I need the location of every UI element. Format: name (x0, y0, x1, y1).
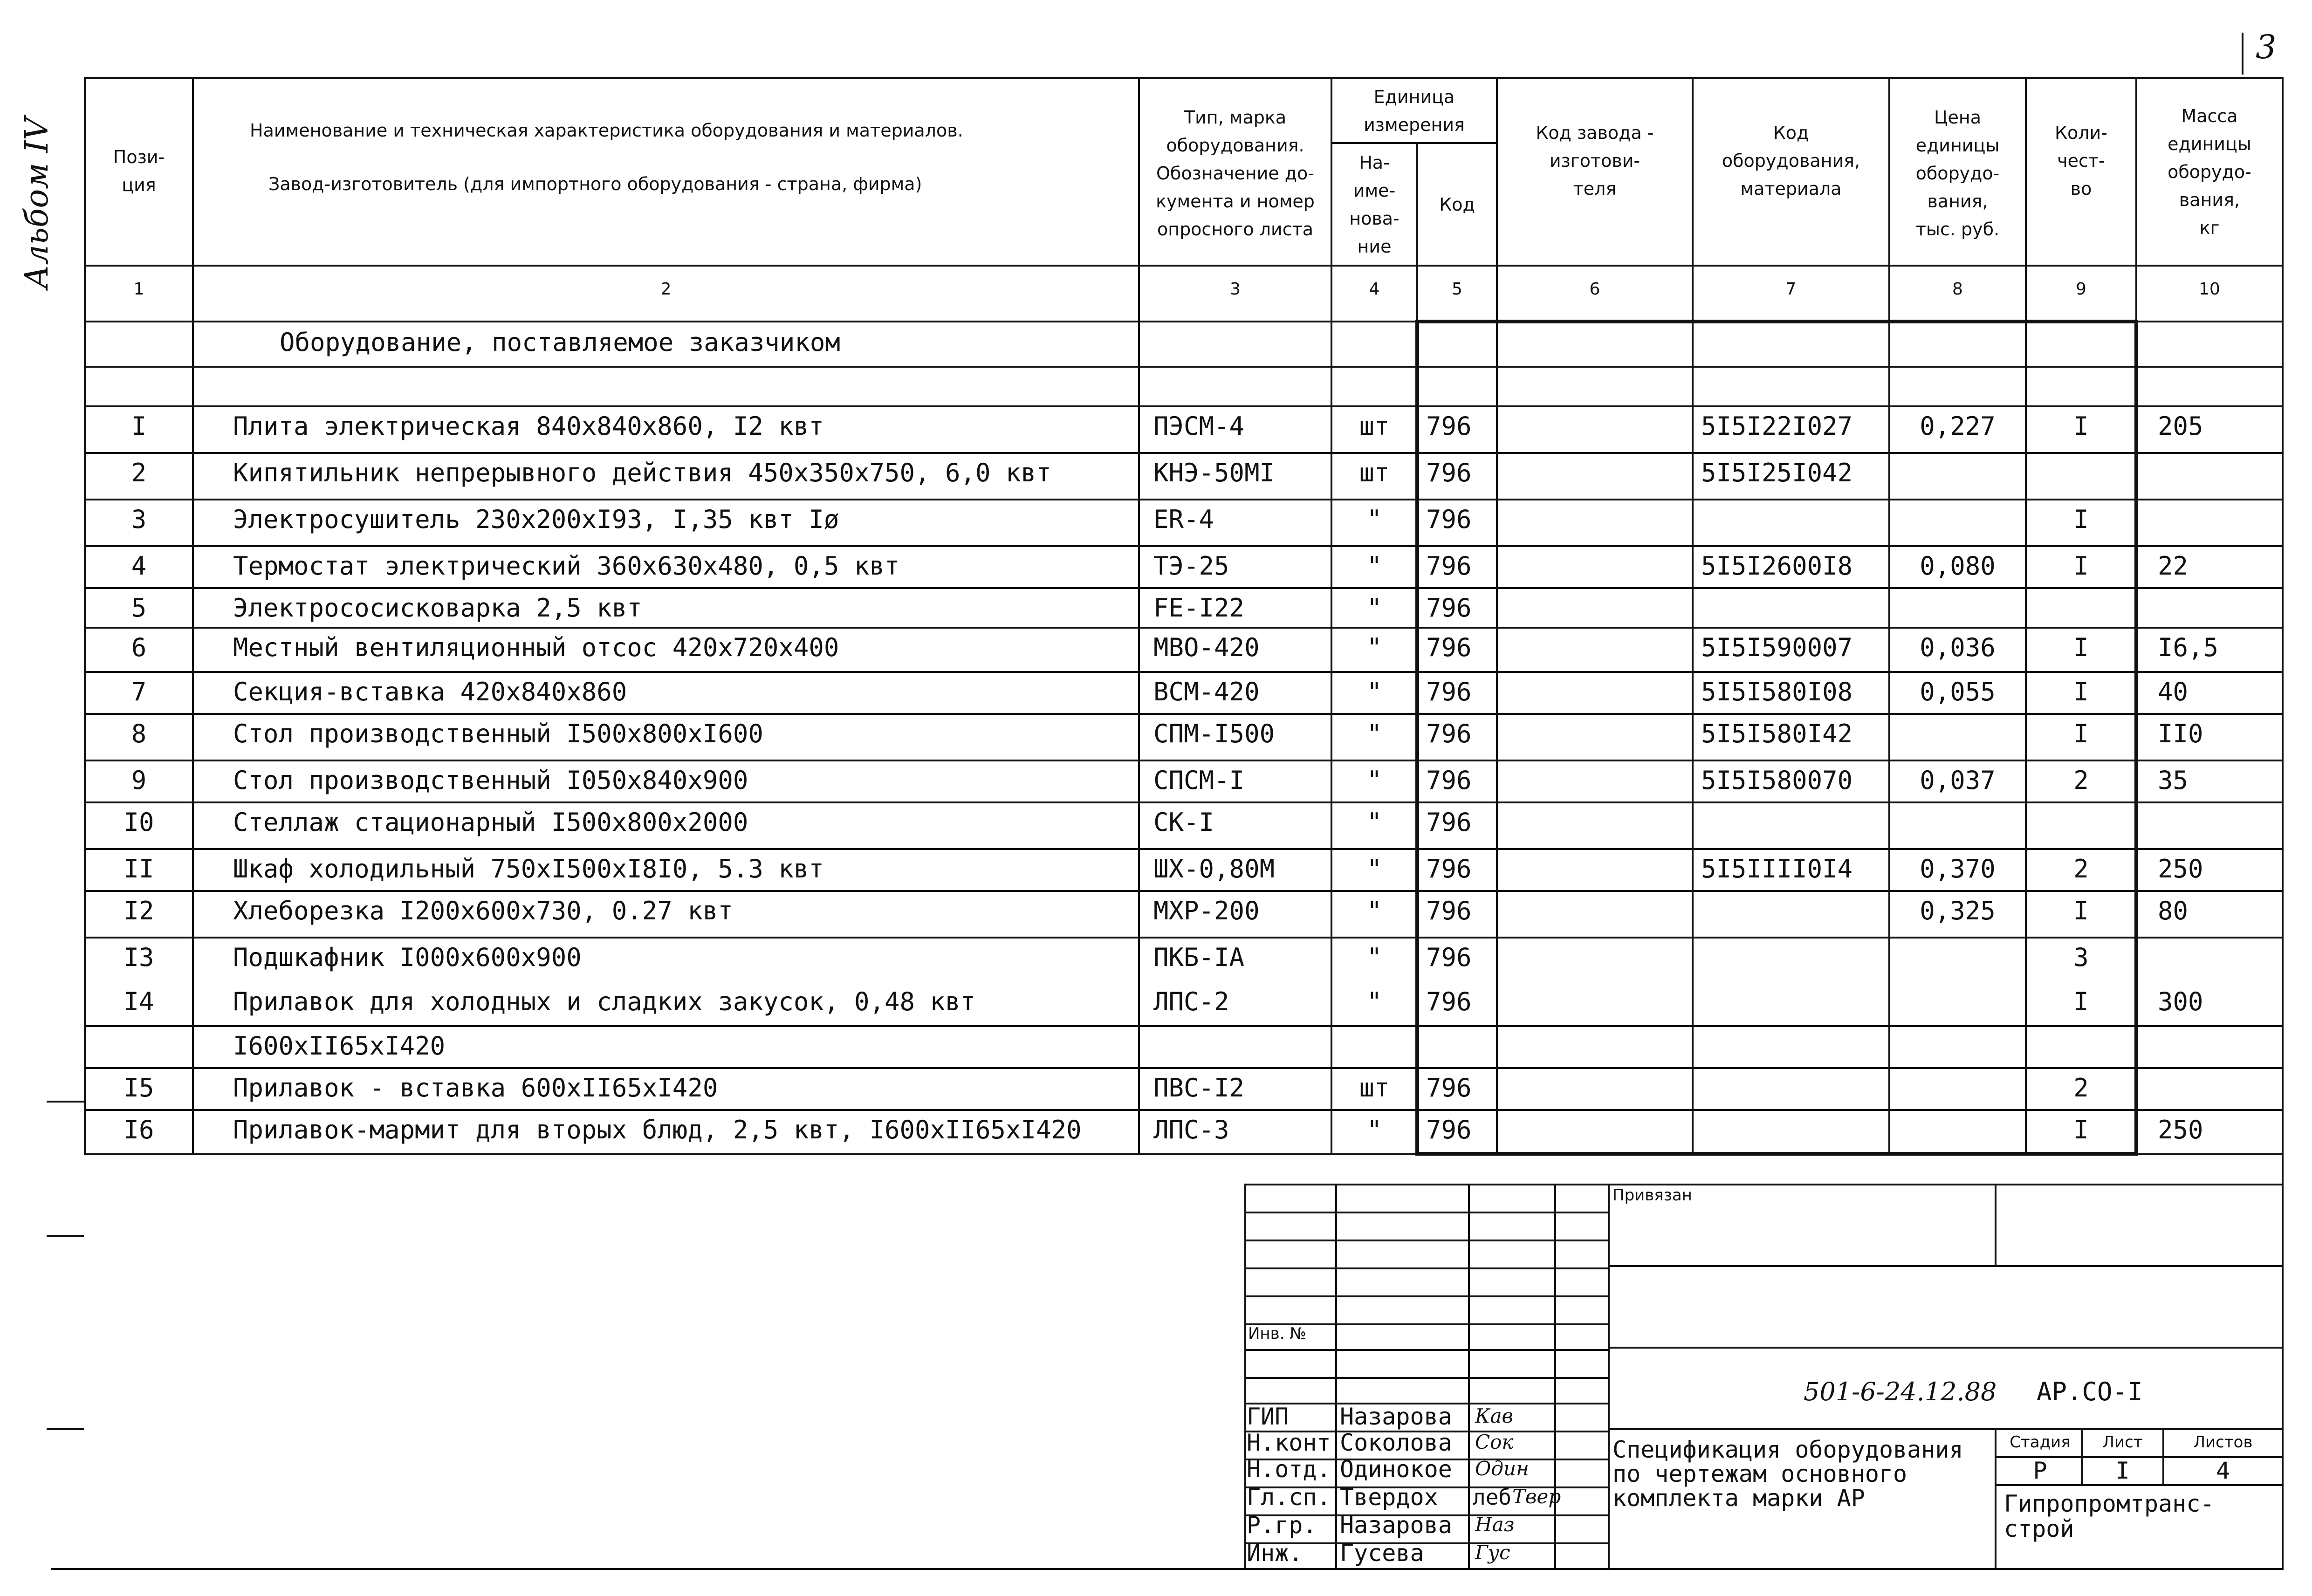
header-plant-code: Код завода - изготови- теля (1536, 123, 1654, 199)
mass-cell: 300 (2158, 987, 2203, 1016)
unit-cell: " (1366, 719, 1382, 748)
thick-border (1415, 320, 2138, 323)
frame-bottom (51, 1568, 2284, 1570)
price-cell: 0,037 (1920, 766, 1996, 795)
sheet-value: I (2115, 1457, 2130, 1484)
tb-line (1995, 1428, 1996, 1568)
mass-cell: 80 (2158, 896, 2189, 925)
name-cell: I600хII65хI420 (233, 1031, 446, 1061)
signature-role: ГИП (1247, 1403, 1289, 1430)
stage-label: Стадия (2010, 1433, 2071, 1452)
tb-line (1608, 1265, 2284, 1267)
tb-line (1995, 1484, 2284, 1486)
unit-code-cell: 796 (1426, 458, 1472, 487)
type-cell: СПСМ-I (1153, 766, 1245, 795)
unit-cell: " (1366, 808, 1382, 837)
header-name-line1: Наименование и техническая характеристика оборудования и материалов. (250, 120, 963, 141)
handwritten-signature: Наз (1475, 1513, 1515, 1536)
col-number: 6 (1589, 280, 1600, 299)
quantity-cell: I (2073, 633, 2089, 662)
unit-cell: шт (1359, 411, 1390, 441)
signature-role: Инж. (1247, 1540, 1303, 1567)
col-number: 3 (1230, 280, 1241, 299)
type-cell: СК-I (1153, 808, 1214, 837)
position-cell: I5 (123, 1073, 154, 1103)
position-cell: 5 (131, 593, 147, 623)
row-line (84, 1067, 2284, 1069)
position-cell: 8 (131, 719, 147, 748)
margin-tick (47, 1235, 84, 1237)
mass-cell: 250 (2158, 854, 2203, 884)
header-mass: Масса единицы оборудо- вания, кг (2168, 106, 2251, 238)
type-cell: ТЭ-25 (1153, 551, 1229, 581)
quantity-cell: I (2073, 505, 2089, 534)
tb-line (1995, 1184, 1996, 1265)
unit-code-cell: 796 (1426, 896, 1472, 925)
unit-code-cell: 796 (1426, 987, 1472, 1016)
col-number: 4 (1369, 280, 1380, 299)
position-cell: I6 (123, 1115, 154, 1144)
header-unit-name: На- име- нова- ние (1349, 152, 1400, 257)
tb-line (1244, 1240, 1608, 1241)
name-cell: Прилавок - вставка 600хII65хI420 (233, 1073, 718, 1103)
type-cell: ЛПС-2 (1153, 987, 1229, 1016)
organization-name: Гипропромтранс- строй (2004, 1490, 2215, 1542)
row-line (84, 1153, 2284, 1155)
equipment-code-cell: 5I5I580I42 (1701, 719, 1853, 748)
unit-cell: " (1366, 987, 1382, 1016)
mass-cell: I6,5 (2158, 633, 2219, 662)
unit-code-cell: 796 (1426, 551, 1472, 581)
col-number: 7 (1785, 280, 1797, 299)
name-cell: Кипятильник непрерывного действия 450х350х750, 6,0 квт (233, 458, 1051, 487)
quantity-cell: I (2073, 896, 2089, 925)
header-price: Цена единицы оборудо- вания, тыс. руб. (1915, 107, 2000, 240)
name-cell: Прилавок-мармит для вторых блюд, 2,5 квт, I600хII65хI420 (233, 1115, 1082, 1144)
drawing-title: Спецификация оборудования по чертежам основного комплекта марки АР (1612, 1436, 1963, 1512)
margin-tick (47, 1428, 84, 1430)
header-name-line2: Завод-изготовитель (для импортного оборудования - страна, фирма) (268, 174, 922, 194)
signature-name: Назарова (1340, 1512, 1452, 1539)
row-line (84, 890, 2284, 892)
tb-line (1244, 1212, 1608, 1213)
signature-name: Гусева (1340, 1540, 1424, 1567)
signature-role: Р.гр. (1247, 1512, 1317, 1539)
quantity-cell: 2 (2073, 1073, 2089, 1103)
position-cell: I4 (123, 987, 154, 1016)
type-cell: ЛПС-3 (1153, 1115, 1229, 1144)
unit-cell: " (1366, 505, 1382, 534)
tb-line (1244, 1349, 1608, 1351)
signature-role: Н.отд. (1247, 1456, 1331, 1483)
sheets-value: 4 (2216, 1457, 2230, 1484)
header-bottom (84, 265, 2284, 267)
unit-cell: " (1366, 766, 1382, 795)
section-title: Оборудование, поставляемое заказчиком (280, 328, 840, 357)
inventory-label: Инв. № (1248, 1324, 1306, 1343)
name-cell: Электросушитель 230х200хI93, I,35 квт Iø (233, 505, 839, 534)
quantity-cell: I (2073, 411, 2089, 441)
row-line (84, 499, 2284, 500)
row-line (84, 452, 2284, 454)
name-cell: Стол производственный I050х840х900 (233, 766, 748, 795)
row-line (84, 713, 2284, 715)
signature-name: Одинокое (1340, 1456, 1452, 1483)
name-cell: Шкаф холодильный 750хI500хI8I0, 5.3 квт (233, 854, 824, 884)
name-cell: Подшкафник I000х600х900 (233, 943, 582, 972)
type-cell: МХР-200 (1153, 896, 1260, 925)
tb-line (1244, 1377, 1608, 1379)
header-unit-code: Код (1439, 194, 1475, 215)
handwritten-signature: Твер (1512, 1485, 1561, 1508)
type-cell: МВО-420 (1153, 633, 1260, 662)
unit-code-cell: 796 (1426, 677, 1472, 706)
sheet-number: 3 (2256, 28, 2277, 66)
unit-code-cell: 796 (1426, 1115, 1472, 1144)
unit-cell: " (1366, 593, 1382, 623)
row-line (84, 587, 2284, 589)
quantity-cell: I (2073, 987, 2089, 1016)
document-mark: АР.СО-I (2037, 1377, 2143, 1406)
signature-role: Н.конт (1247, 1429, 1331, 1456)
col-number: 1 (133, 280, 144, 299)
position-cell: 9 (131, 766, 147, 795)
tb-line (1608, 1184, 1610, 1568)
document-code: 501-6-24.12.88 (1804, 1377, 1997, 1406)
row-line (84, 545, 2284, 547)
unit-cell: " (1366, 854, 1382, 884)
price-cell: 0,370 (1920, 854, 1996, 884)
position-cell: I2 (123, 896, 154, 925)
quantity-cell: 2 (2073, 854, 2089, 884)
price-cell: 0,036 (1920, 633, 1996, 662)
type-cell: ПКБ-IA (1153, 943, 1245, 972)
price-cell: 0,325 (1920, 896, 1996, 925)
mass-cell: 205 (2158, 411, 2203, 441)
name-cell: Местный вентиляционный отсос 420х720х400 (233, 633, 839, 662)
handwritten-signature: Гус (1475, 1541, 1510, 1564)
quantity-cell: I (2073, 677, 2089, 706)
mass-cell: 35 (2158, 766, 2189, 795)
equipment-code-cell: 5I5I580I08 (1701, 677, 1853, 706)
col-number: 9 (2076, 280, 2086, 299)
unit-cell: " (1366, 896, 1382, 925)
row-line (84, 405, 2284, 407)
type-cell: СПМ-I500 (1153, 719, 1275, 748)
mass-cell: 250 (2158, 1115, 2203, 1144)
col-number: 10 (2199, 280, 2220, 299)
col-number: 5 (1452, 280, 1462, 299)
sheet-label: Лист (2102, 1433, 2143, 1452)
position-cell: 6 (131, 633, 147, 662)
bound-label: Привязан (1612, 1186, 1692, 1205)
mass-cell: 22 (2158, 551, 2189, 581)
row-line (84, 627, 2284, 629)
row-line (84, 1109, 2284, 1111)
row-line (84, 801, 2284, 803)
tb-line (1608, 1428, 2284, 1430)
header-equip-code: Код оборудования, материала (1722, 123, 1860, 199)
unit-code-cell: 796 (1426, 719, 1472, 748)
unit-code-cell: 796 (1426, 633, 1472, 662)
name-cell: Термостат электрический 360х630х480, 0,5 квт (233, 551, 900, 581)
unit-code-cell: 796 (1426, 593, 1472, 623)
unit-cell: " (1366, 1115, 1382, 1144)
position-cell: 2 (131, 458, 147, 487)
row-line (84, 848, 2284, 850)
type-cell: ПЭСМ-4 (1153, 411, 1245, 441)
row-line (84, 760, 2284, 761)
row-line (84, 1025, 2284, 1027)
unit-code-cell: 796 (1426, 505, 1472, 534)
unit-cell: шт (1359, 1073, 1390, 1103)
quantity-cell: 3 (2073, 943, 2089, 972)
header-unit-group: Единица измерения (1364, 86, 1465, 135)
unit-cell: " (1366, 677, 1382, 706)
unit-cell: " (1366, 943, 1382, 972)
name-cell: Плита электрическая 840х840х860, I2 квт (233, 411, 824, 441)
tb-line (1608, 1347, 2284, 1349)
equipment-code-cell: 5I5IIII0I4 (1701, 854, 1853, 884)
sheets-label: Листов (2193, 1433, 2253, 1452)
equipment-code-cell: 5I5I590007 (1701, 633, 1853, 662)
unit-code-cell: 796 (1426, 1073, 1472, 1103)
row-line (84, 366, 2284, 368)
quantity-cell: I (2073, 719, 2089, 748)
unit-cell: шт (1359, 458, 1390, 487)
name-cell: Стеллаж стационарный I500х800х2000 (233, 808, 748, 837)
signature-name: Твердох (1340, 1484, 1438, 1511)
mass-cell: 40 (2158, 677, 2189, 706)
position-cell: 3 (131, 505, 147, 534)
signature-name: Соколова (1340, 1429, 1452, 1456)
type-cell: ШХ-0,80М (1153, 854, 1275, 884)
mass-cell: II0 (2158, 719, 2203, 748)
name-cell: Прилавок для холодных и сладких закусок, 0,48 квт (233, 987, 976, 1016)
header-qty: Коли- чест- во (2055, 123, 2107, 199)
position-cell: 7 (131, 677, 147, 706)
type-cell: ВСМ-420 (1153, 677, 1260, 706)
col-line (192, 77, 194, 1153)
equipment-code-cell: 5I5I25I042 (1701, 458, 1853, 487)
position-cell: I0 (123, 808, 154, 837)
quantity-cell: I (2073, 551, 2089, 581)
frame-top (84, 77, 2284, 79)
position-cell: I3 (123, 943, 154, 972)
equipment-code-cell: 5I5I580070 (1701, 766, 1853, 795)
name-cell: Хлеборезка I200х600х730, 0.27 квт (233, 896, 733, 925)
row-line (84, 671, 2284, 673)
handwritten-signature: Кав (1475, 1404, 1513, 1427)
tb-line (1244, 1184, 2284, 1185)
frame-right (2282, 77, 2284, 1568)
price-cell: 0,080 (1920, 551, 1996, 581)
album-label: Альбом IV (19, 117, 55, 289)
position-cell: I (131, 411, 147, 441)
equipment-code-cell: 5I5I2600I8 (1701, 551, 1853, 581)
stage-value: Р (2033, 1457, 2047, 1484)
position-cell: 4 (131, 551, 147, 581)
quantity-cell: 2 (2073, 766, 2089, 795)
unit-code-cell: 796 (1426, 854, 1472, 884)
equipment-code-cell: 5I5I22I027 (1701, 411, 1853, 441)
unit-cell: " (1366, 551, 1382, 581)
name-cell: Секция-вставка 420х840х860 (233, 677, 627, 706)
signature-name: Назарова (1340, 1403, 1452, 1430)
corner-divider (2242, 33, 2243, 75)
col-number: 8 (1952, 280, 1963, 299)
unit-code-cell: 796 (1426, 943, 1472, 972)
header-position: Пози- ция (113, 146, 165, 195)
tb-line (1244, 1267, 1608, 1269)
col-number: 2 (660, 280, 672, 299)
type-cell: ПВС-I2 (1153, 1073, 1245, 1103)
unit-code-cell: 796 (1426, 411, 1472, 441)
name-cell: Электрососисковарка 2,5 квт (233, 593, 642, 623)
row-line (84, 937, 2284, 938)
header-type: Тип, марка оборудования. Обозначение до- кумента и номер опросного листа (1156, 107, 1315, 240)
handwritten-signature: Сок (1475, 1431, 1514, 1453)
type-cell: КНЭ-50МI (1153, 458, 1275, 487)
price-cell: 0,227 (1920, 411, 1996, 441)
tb-line (1244, 1295, 1608, 1297)
handwritten-signature: Один (1475, 1457, 1529, 1480)
position-cell: II (123, 854, 154, 884)
type-cell: ER-4 (1153, 505, 1214, 534)
type-cell: FE-I22 (1153, 593, 1245, 623)
signature-note: леб (1473, 1485, 1512, 1510)
unit-code-cell: 796 (1426, 808, 1472, 837)
signature-role: Гл.сп. (1247, 1484, 1331, 1511)
price-cell: 0,055 (1920, 677, 1996, 706)
unit-code-cell: 796 (1426, 766, 1472, 795)
unit-cell: " (1366, 633, 1382, 662)
quantity-cell: I (2073, 1115, 2089, 1144)
name-cell: Стол производственный I500х800хI600 (233, 719, 763, 748)
margin-tick (47, 1101, 84, 1103)
